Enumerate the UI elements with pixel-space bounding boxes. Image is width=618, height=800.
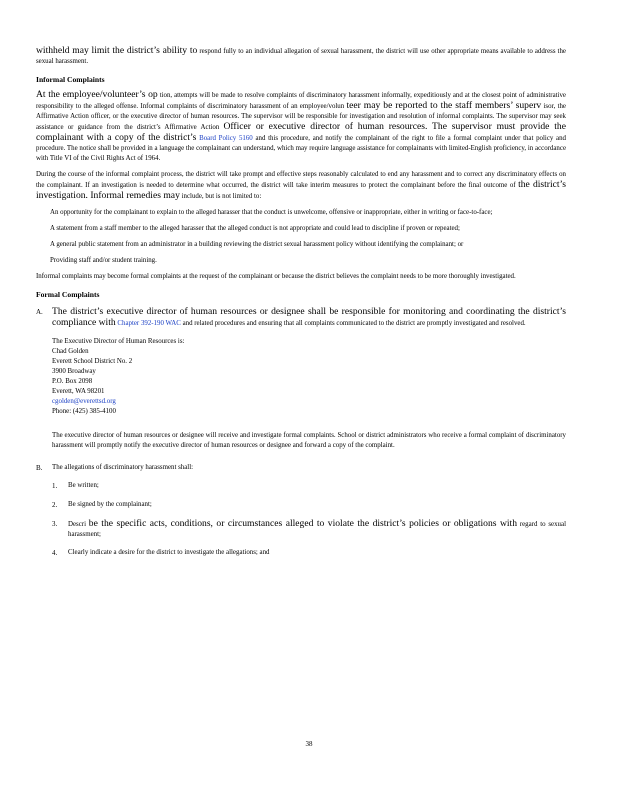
intro-bold-line: withheld may limit the district’s ability to [36,45,198,56]
informal-p1-text-2: isor, the Affirmative Action officer, or the executive director of human resources. The supervisor will be responsible for investigation and resolution of informal complaints. The supervisor may seek assistance or guidance from the district’s Affirmative Action [36,103,566,131]
informal-p1-text-1: tion, attempts will be made to resolve complaints of discriminatory harassment informally, expeditiously and at the closest point of administrative responsibility to the alleged offense. Informal complaints of discriminatory harassment of an employee/volun [36,92,566,110]
page-number: 38 [305,740,313,748]
formal-section-a [36,307,566,451]
bullet-box-icon [36,208,50,218]
list-item-text: A statement from a staff member to the alleged harasser that the alleged conduct is not appropriate and could lead to discipline if proven or repeated; [50,225,460,232]
list-item-text: An opportunity for the complainant to explain to the alleged harasser that the conduct is unwelcome, offensive or inappropriate, either in writing or face-to-face; [50,209,493,216]
item-3-lead: Descri [68,521,86,528]
list-item [36,256,566,266]
informal-paragraph-3: Informal complaints may become formal complaints at the request of the complainant or because the district believes the complaint needs to be more thoroughly investigated. [36,273,516,280]
section-a-paragraph [52,307,566,329]
list-item-number: 2. [52,501,58,509]
informal-p1-text-3: and this procedure, and notify the complainant of the right to file a formal complaint under that policy and procedure. The notice shall be provided in a language the complainant can understand, which may require language assistance for complainants with limited-English proficiency, in accordance with Title VI of the Civil Rights Act of 1964. [36,135,566,162]
list-item [36,240,566,250]
list-item-number: 1. [52,482,58,490]
list-item [52,548,566,559]
bullet-box-icon [36,240,50,250]
informal-paragraph-2 [36,170,566,202]
item-3-rest: regard to sexual harassment; [68,521,566,538]
list-item-text: Clearly indicate a desire for the district to investigate the allegations; and [68,549,270,556]
section-a-after-contact: The executive director of human resources or designee will receive and investigate formal complaints. School or district administrators who receive a formal complaint of discriminatory harassment will promptly notify the executive director of human resources or designee and forward a copy of the complaint. [52,432,566,449]
list-item [52,481,566,492]
contact-name: Chad Golden [52,348,89,355]
informal-remedies-list [36,208,566,266]
item-3-big: be the specific acts, conditions, or circumstances alleged to violate the district’s policies or obligations with [88,518,518,529]
list-item-text: Providing staff and/or student training. [50,257,157,264]
section-a-big-text: The district’s executive director of human resources or designee shall be responsible for monitoring and coordinating the district’s compliance with [52,306,566,328]
bullet-box-icon [36,256,50,266]
list-item-number: 3. [52,520,58,528]
list-item [36,224,566,234]
list-item [52,500,566,511]
allegation-requirements-list [52,481,566,559]
intro-line-2: use other appropriate means available to address the sexual harassment. [36,48,566,65]
contact-intro: The Executive Director of Human Resources is: [52,338,185,345]
section-a-label: A. [36,308,43,316]
list-item-text: Be written; [68,482,99,489]
list-item-text: A general public statement from an administrator in a building reviewing the district sexual harassment policy without identifying the complainant; or [50,241,464,248]
section-a-small-text: and related procedures and ensuring that all complaints communicated to the district are promptly investigated and resolved. [182,320,526,327]
section-b-intro: The allegations of discriminatory harassment shall: [52,464,194,471]
list-item [36,208,566,218]
list-item-text: Be signed by the complainant; [68,501,152,508]
formal-section-b [36,463,566,559]
list-item [52,519,566,540]
formal-complaints-heading: Formal Complaints [36,290,100,299]
section-b-label: B. [36,464,43,472]
contact-phone: Phone: (425) 385-4100 [52,408,116,415]
contact-street: 3900 Broadway [52,368,96,375]
informal-paragraph-1 [36,90,566,164]
contact-city: Everett, WA 98201 [52,388,105,395]
contact-block [52,337,566,417]
bullet-box-icon [36,224,50,234]
contact-organization: Everett School District No. 2 [52,358,133,365]
informal-complaints-heading: Informal Complaints [36,75,105,84]
board-policy-link[interactable]: Board Policy 5160 [199,135,253,142]
list-item-text [68,519,566,540]
document-page [36,46,566,559]
intro-line-1: respond fully to an individual allegation of sexual harassment, the district will [199,48,418,55]
informal-p1-big-start: At the employee/volunteer’s op [36,89,158,100]
informal-p2-big: the district’s investigation. Informal remedies may [36,179,566,201]
intro-paragraph [36,46,566,67]
contact-po-box: P.O. Box 2098 [52,378,93,385]
informal-p2-text-end: include, but is not limited to: [181,193,262,200]
informal-p1-big-mid: teer may be reported to the staff members’ superv [346,100,542,111]
informal-p2-text: During the course of the informal complaint process, the district will take prompt and effective steps reasonably calculated to end any harassment and to correct any discriminatory effects on the complainant. If an investigation is needed to determine what occurred, the district will take interim measures to protect the complainant before the final outcome of [36,171,566,189]
wac-chapter-link[interactable]: Chapter 392-190 WAC [117,320,181,327]
contact-email-link[interactable]: cgolden@everettsd.org [52,398,116,405]
informal-p1-big-end: Officer or executive director of human resources. The supervisor must provide the complainant with a copy of the district’s [36,121,566,143]
list-item-number: 4. [52,549,58,557]
